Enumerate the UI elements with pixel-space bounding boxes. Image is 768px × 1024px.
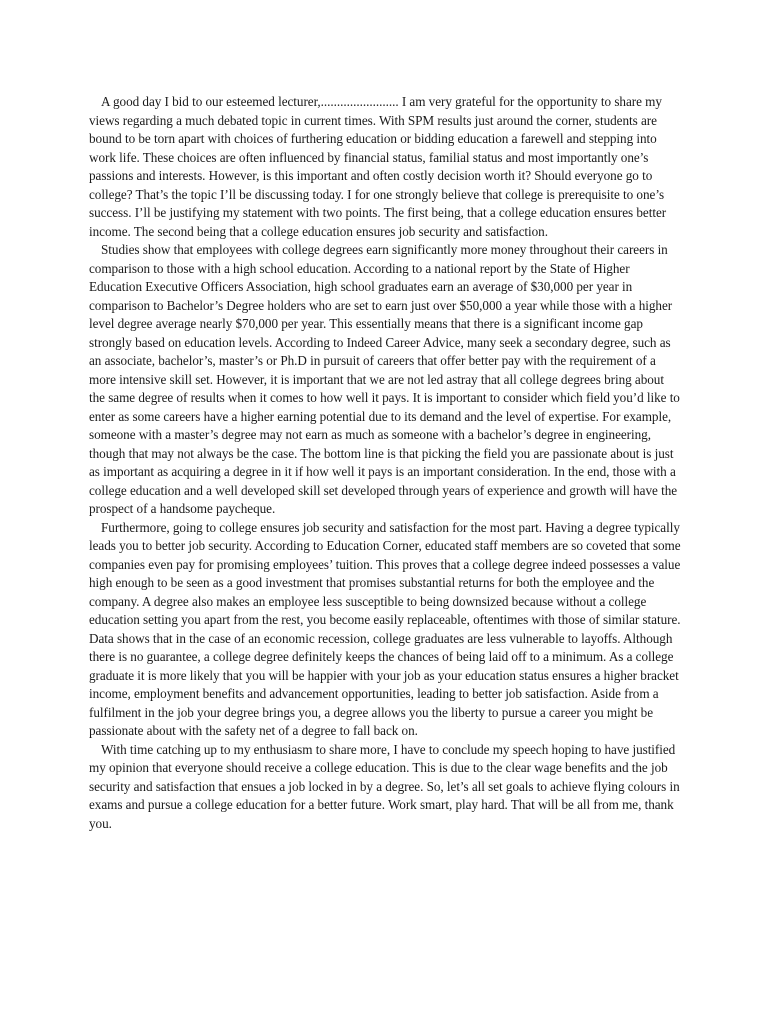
paragraph-introduction: A good day I bid to our esteemed lecturer,........................ I am very grateful for the opportunity to share my views regarding a much debated topic in current times. With SPM results just around the corner, students are bound to be torn apart with choices of furthering education or bidding education a farewell and stepping into work life. These choices are often influenced by financial status, familial status and most importantly one’s passions and interests. However, is this important and often costly decision worth it? Should everyone go to college? That’s the topic I’ll be discussing today. I for one strongly believe that college is prerequisite to one’s success. I’ll be justifying my statement with two points. The first being, that a college education ensures better income. The second being that a college education ensures job security and satisfaction. (89, 94, 667, 239)
speech-text-body (89, 93, 683, 833)
paragraph-job-security: Furthermore, going to college ensures job security and satisfaction for the most part. Having a degree typically leads you to better job security. According to Education Corner, educated staff members are so coveted that some companies even pay for promising employees’ tuition. This proves that a college degree indeed possesses a value high enough to be seen as a good investment that promises substantial returns for both the employee and the company. A degree also makes an employee less susceptible to being downsized because without a college education setting you apart from the rest, you become easily replaceable, oftentimes with those of similar stature. Data shows that in the case of an economic recession, college graduates are less vulnerable to layoffs. Although there is no guarantee, a college degree definitely keeps the chances of being laid off to a minimum. As a college graduate it is more likely that you will be happier with your job as your education status ensures a higher bracket income, employment benefits and advancement opportunities, leading to better job satisfaction. Aside from a fulfilment in the job your degree brings you, a degree allows you the liberty to pursue a career you might be passionate about with the safety net of a degree to fall back on. (89, 519, 681, 738)
paragraph-income: Studies show that employees with college degrees earn significantly more money throughout their careers in comparison to those with a high school education. According to a national report by the State of Higher Education Executive Officers Association, high school graduates earn an average of $30,000 per year in comparison to Bachelor’s Degree holders who are set to earn just over $50,000 a year while those with a higher level degree average nearly $70,000 per year. This essentially means that there is a significant income gap strongly based on education levels. According to Indeed Career Advice, many seek a secondary degree, such as an associate, bachelor’s, master’s or Ph.D in pursuit of careers that offer better pay with the requirement of a more intensive skill set. However, it is important that we are not led astray that all college degrees bring about the same degree of results when it comes to how well it pays. It is important to consider which field you’d like to enter as some careers have a higher earning potential due to its demand and the level of expertise. For example, someone with a master’s degree may not earn as much as someone with a bachelor’s degree in engineering, though that may not always be the case. The bottom line is that picking the field you are passionate about is just as important as acquiring a degree in it if how well it pays is an important consideration. In the end, those with a college education and a well developed skill set developed through years of experience and growth will have the prospect of a handsome paycheque. (89, 242, 680, 516)
paragraph-conclusion: With time catching up to my enthusiasm to share more, I have to conclude my speech hoping to have justified my opinion that everyone should receive a college education. This is due to the clear wage benefits and the job security and satisfaction that ensues a job locked in by a degree. So, let’s all set goals to achieve flying colours in exams and pursue a college education for a better future. Work smart, play hard. That will be all from me, thank you. (89, 741, 680, 831)
